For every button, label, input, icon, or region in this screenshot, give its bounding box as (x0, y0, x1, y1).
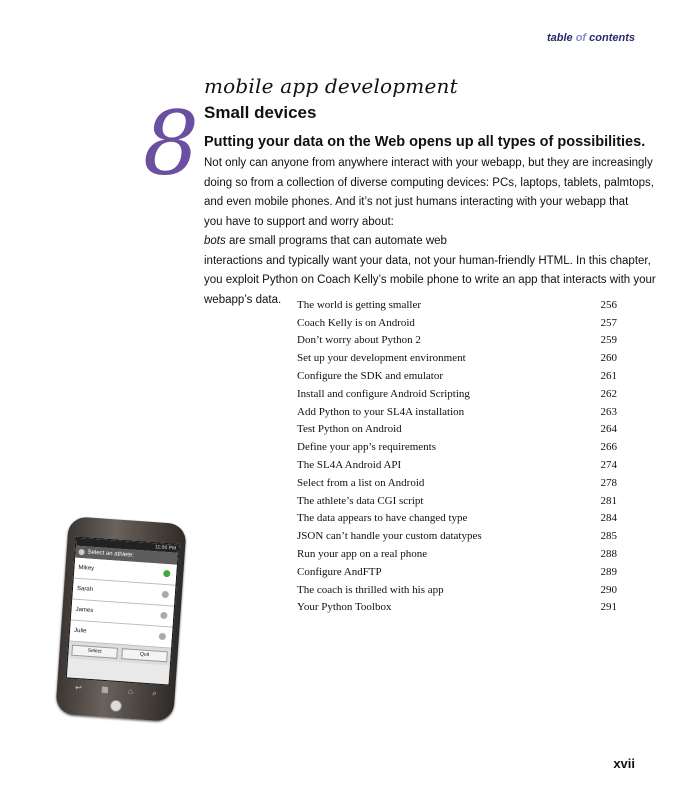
toc-entry-page: 260 (600, 352, 617, 365)
home-icon: ⌂ (127, 686, 134, 697)
search-icon: ⌕ (152, 688, 158, 698)
phone-quit-button: Quit (121, 648, 168, 662)
phone-illustration (55, 516, 187, 722)
toc-entry-title: Define your app’s requirements (297, 441, 436, 454)
toc-entry-page: 290 (600, 583, 617, 596)
toc-entry[interactable] (297, 314, 617, 332)
toc-entry[interactable] (297, 581, 617, 599)
toc-entry-page: 285 (600, 530, 617, 543)
header-word-contents: contents (589, 32, 635, 44)
toc-entry-title: The data appears to have changed type (297, 512, 468, 525)
toc-entry-title: The world is getting smaller (297, 298, 422, 311)
intro-line: you exploit Python on Coach Kelly’s mobile phone to write an app that interacts with your (204, 274, 656, 286)
radio-icon (159, 633, 166, 640)
intro-line (204, 232, 636, 252)
toc-entry-page: 264 (600, 423, 617, 436)
toc-entry-title: Your Python Toolbox (297, 601, 392, 614)
toc-entry-page: 257 (600, 316, 617, 329)
toc-entry-page: 266 (600, 441, 617, 454)
toc-entry[interactable] (297, 456, 617, 474)
intro-line-part: you have to support and worry about: (204, 215, 394, 228)
toc-entry-title: Select from a list on Android (297, 476, 425, 489)
radio-icon (160, 612, 167, 619)
radio-selected-icon (163, 570, 170, 577)
toc-entry[interactable] (297, 563, 617, 581)
toc-entry-page: 263 (600, 405, 617, 418)
intro-line (204, 213, 636, 233)
toc-entry[interactable] (297, 527, 617, 545)
toc-entry[interactable] (297, 296, 617, 314)
toc-entry[interactable] (297, 367, 617, 385)
page-number: xvii (613, 756, 635, 771)
toc-entry-title: Don’t worry about Python 2 (297, 334, 421, 347)
toc-entry-page: 261 (600, 370, 617, 383)
toc-entry-title: Test Python on Android (297, 423, 402, 436)
intro-line: webapp’s data. (204, 293, 282, 306)
toc-entry[interactable] (297, 510, 617, 528)
toc-entry-title: Configure AndFTP (297, 565, 382, 578)
intro-line: interactions and typically want your data, not your human-friendly HTML. In this chapter, (204, 254, 651, 267)
intro-emphasis: bots (204, 235, 226, 247)
toc-entry-page: 274 (600, 459, 617, 472)
back-icon: ↩ (74, 682, 83, 693)
athlete-name: James (75, 606, 94, 615)
toc-entry-title: Run your app on a real phone (297, 548, 428, 561)
toc-entry-page: 278 (600, 476, 617, 489)
toc-entry-page: 284 (600, 512, 617, 525)
toc-entry-title: The coach is thrilled with his app (297, 583, 444, 596)
running-header (547, 32, 635, 44)
menu-icon: ▦ (100, 684, 110, 695)
toc-entry-title: Add Python to your SL4A installation (297, 405, 465, 418)
toc-entry-page: 291 (600, 601, 617, 614)
toc-entry[interactable] (297, 474, 617, 492)
toc-entry-page: 289 (600, 565, 617, 578)
chapter-lead: Putting your data on the Web opens up all types of possibilities. (204, 134, 646, 150)
chapter-kicker: mobile app development (204, 74, 458, 98)
toc-entry[interactable] (297, 438, 617, 456)
phone-dialog-title: Select an athlete: (75, 546, 178, 565)
toc-list (297, 296, 617, 616)
intro-line: doing so from a collection of diverse computing devices: PCs, laptops, tablets, palmtops, (204, 176, 655, 189)
phone-status-bar: 11:00 PM (76, 538, 178, 553)
toc-entry[interactable] (297, 332, 617, 350)
toc-entry-title: JSON can’t handle your custom datatypes (297, 530, 482, 543)
toc-entry-title: The SL4A Android API (297, 459, 402, 472)
toc-entry-title: Configure the SDK and emulator (297, 370, 444, 383)
toc-entry-page: 262 (600, 387, 617, 400)
chapter-intro (204, 154, 656, 310)
toc-entry-title: Install and configure Android Scripting (297, 387, 470, 400)
toc-entry[interactable] (297, 545, 617, 563)
toc-entry-title: Coach Kelly is on Android (297, 316, 415, 329)
chapter-title: Small devices (204, 103, 317, 122)
toc-entry[interactable] (297, 403, 617, 421)
intro-line-part: are small programs that can automate web (225, 235, 447, 247)
phone-screen (66, 537, 180, 686)
chapter-number: 8 (143, 92, 199, 195)
toc-entry[interactable] (297, 421, 617, 439)
header-word-of: of (575, 32, 587, 44)
toc-entry[interactable] (297, 492, 617, 510)
toc-entry[interactable] (297, 599, 617, 617)
athlete-name: Sarah (76, 585, 94, 593)
toc-entry-title: Set up your development environment (297, 352, 466, 365)
toc-entry-title: The athlete’s data CGI script (297, 494, 424, 507)
toc-entry[interactable] (297, 349, 617, 367)
intro-line: Not only can anyone from anywhere interact with your webapp, but they are increasingly (204, 157, 653, 169)
toc-entry-page: 259 (600, 334, 617, 347)
toc-entry[interactable] (297, 385, 617, 403)
intro-line: and even mobile phones. And it’s not just humans interacting with your webapp that (204, 196, 629, 208)
toc-entry-page: 256 (600, 298, 617, 311)
toc-entry-page: 281 (600, 494, 617, 507)
header-word-table: table (546, 32, 573, 44)
phone-select-button: Select (71, 645, 118, 659)
athlete-name: Mikey (78, 564, 95, 572)
athlete-name: Julie (73, 627, 87, 635)
toc-entry-page: 288 (600, 548, 617, 561)
radio-icon (162, 591, 169, 598)
